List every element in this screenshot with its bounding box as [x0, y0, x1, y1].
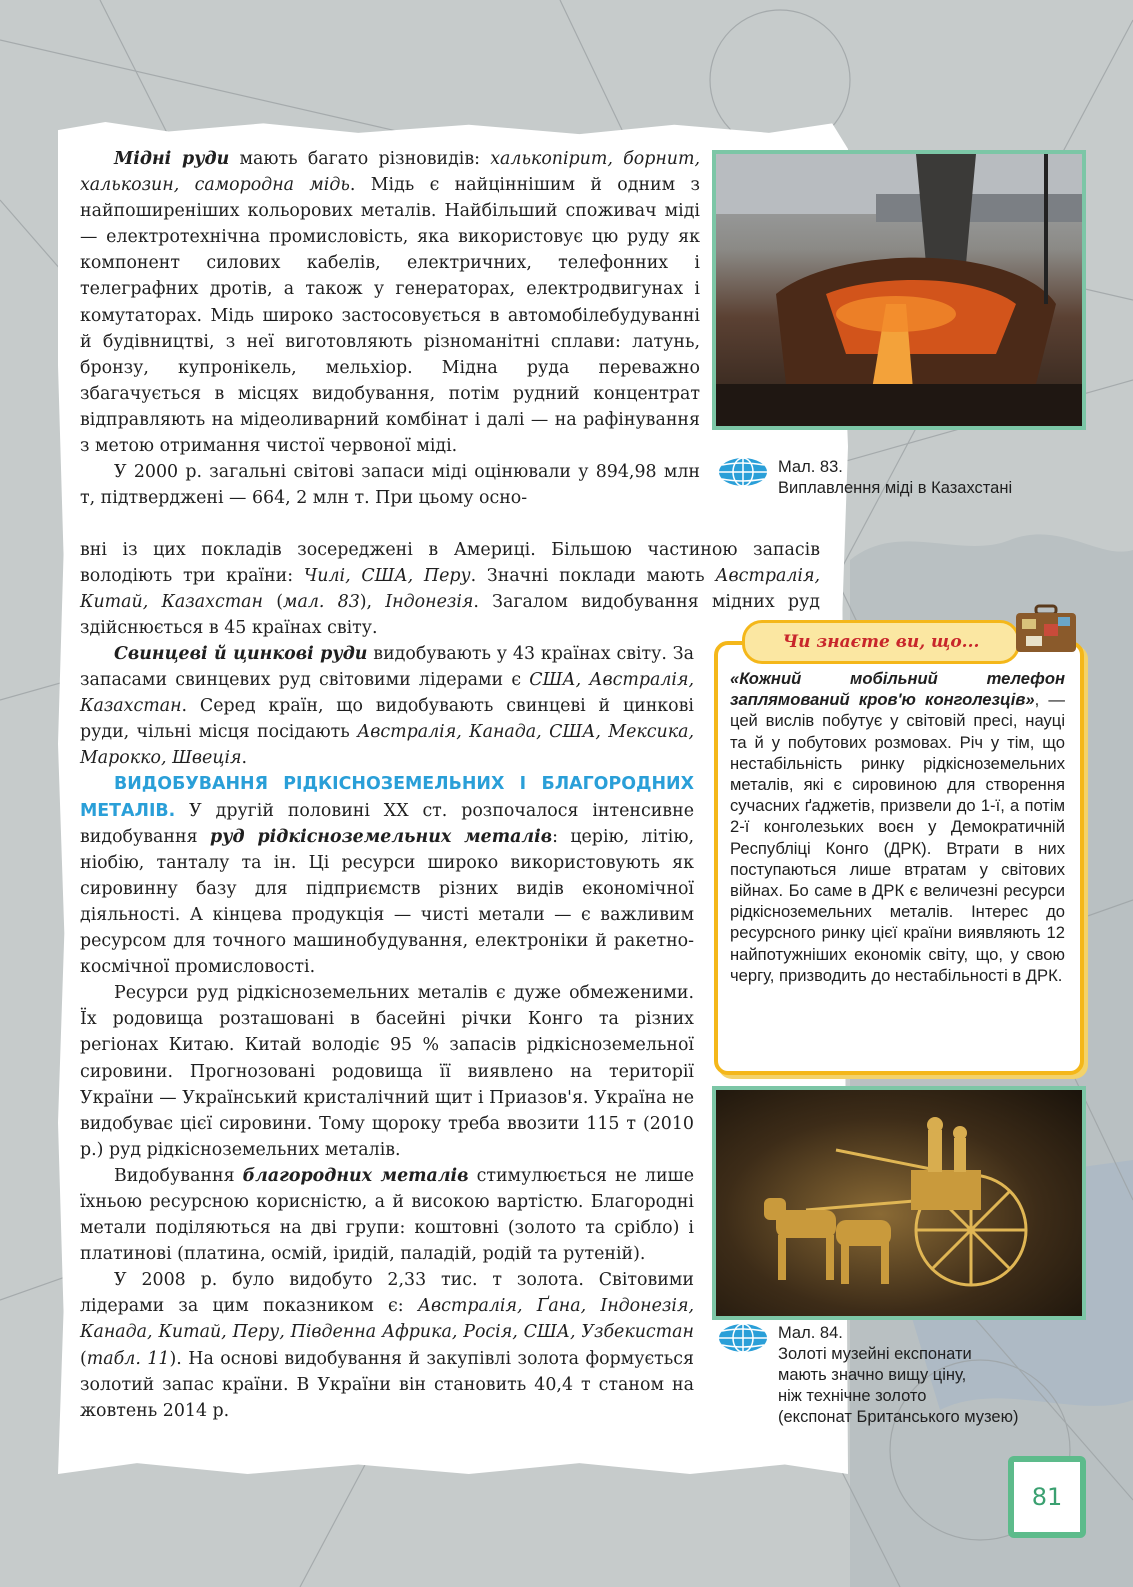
globe-icon: [718, 457, 768, 487]
figure-84-line1: Золоті музейні експонати: [778, 1345, 972, 1363]
paragraph-precious-metals: Видобування благородних металів стимулюється не лише їхньою ресурсною корисністю, а й високою вартістю. Благородні метали поділяються на дві групи: коштовні (золото та срібло) і платинові (платина, осмій, іридій, паладій, родій та рутеній).: [80, 1165, 694, 1265]
did-you-know-quote: «Кожний мобільний телефон заплямований кров'ю конголезців»: [730, 669, 1065, 710]
globe-icon: [718, 1323, 768, 1353]
paragraph-copper: Мідні руди мають багато різновидів: халькопірит, борнит, халькозин, самородна мідь. Мідь є найціннішим й одним з найпоширеніших кольорових металів. Найбільший споживач міді — електротехнічна промисловість, яка використовує цю руду як компонент силових кабелів, електричних, телефонних і телеграфних дротів, а також у генераторах, електродвигунах і комутаторах. Мідь широко застосовується в автомобілебудуванні й будівництві, з неї виготовляють різноманітні сплави: латунь, бронзу, купронікель, мельхіор. Мідна руда переважно збагачується в місцях видобування, потім рудний концентрат відправляють на мідеоливарний комбінат і далі — на рафінування з метою отримання чистої червоної міді.: [80, 149, 701, 457]
copper-smelting-photo: [712, 150, 1086, 430]
main-text-lower: [80, 641, 694, 1424]
figure-84-line2: мають значно вищу ціну,: [778, 1366, 967, 1384]
golden-chariot-photo: [712, 1086, 1086, 1320]
paragraph-rare-earth-resources: Ресурси руд рідкісноземельних металів є дуже обмеженими. Їх родовища розташовані в басейні річки Конго та різних регіонах Китаю. Китай володіє 95 % запасів рідкісноземельної сировини. Прогнозовані родовища її виявлено на території України — Український кристалічний щит і Приазов'я. Україна не видобуває цієї сировини. Тому щороку треба ввозити 115 т (2010 р.) руд рідкісноземельних металів.: [80, 983, 694, 1160]
did-you-know-title: Чи знаєте ви, що...: [742, 620, 1020, 664]
paragraph-copper-reserves: У 2000 р. загальні світові запаси міді оцінювали у 894,98 млн т, підтверджені — 664, 2 млн т. При цьому осно-: [80, 462, 700, 509]
figure-83-text: Виплавлення міді в Казахстані: [778, 479, 1013, 497]
paragraph-rare-earth: ВИДОБУВАННЯ РІДКІСНОЗЕМЕЛЬНИХ І БЛАГОРОДНИХ МЕТАЛІВ. У другій половині ХХ ст. розпочалося інтенсивне видобування руд рідкісноземельних металів: церію, літію, ніобію, танталу та ін. Ці ресурси широко використовують як сировинну базу для підприємств різних видів економічної діяльності. А кінцева продукція — чисті метали — є важливим ресурсом для точного машинобудування, електроніки й ракетно-космічної промисловості.: [80, 774, 694, 978]
paragraph-copper-countries: вні із цих покладів зосереджені в Америці. Більшою частиною запасів володіють три країни: Чилі, США, Перу. Значні поклади мають Австралія, Китай, Казахстан (мал. 83), Індонезія. Загалом видобування мідних руд здійснюється в 45 країнах світу.: [80, 540, 821, 639]
section-heading: ВИДОБУВАННЯ РІДКІСНОЗЕМЕЛЬНИХ І БЛАГОРОДНИХ МЕТАЛІВ.: [80, 774, 694, 821]
paragraph-gold: У 2008 р. було видобуто 2,33 тис. т золота. Світовими лідерами за цим показником є: Австралія, Ґана, Індонезія, Канада, Китай, Перу, Південна Африка, Росія, США, Узбекистан (табл. 11). На основі видобування й закупівлі золота формується золотий запас країни. В України він становить 40,4 т станом на жовтень 2014 р.: [80, 1270, 694, 1421]
main-text-upper: [80, 146, 700, 511]
figure-84-number: Мал. 84.: [778, 1324, 843, 1342]
figure-83-number: Мал. 83.: [778, 458, 843, 476]
figure-84-line3: ніж технічне золото: [778, 1387, 927, 1405]
main-text-middle: [80, 537, 820, 641]
paragraph-lead-zinc: Свинцеві й цинкові руди видобувають у 43 країнах світу. За запасами свинцевих руд світовими лідерами є США, Австралія, Казахстан. Серед країн, що видобувають свинцеві й цинкові руди, чільні місця посідають Австралія, Канада, США, Мексика, Марокко, Швеція.: [80, 644, 695, 769]
suitcase-icon: [1014, 604, 1078, 654]
figure-84-line4: (експонат Британського музею): [778, 1408, 1019, 1426]
page-number: 81: [1008, 1456, 1086, 1538]
did-you-know-text: «Кожний мобільний телефон заплямований кров'ю конголезців», — цей вислів побутує у світовій пресі, науці та й у побутових розмовах. Річ у тім, що нестабільність ринку рідкісноземельних металів, які є сировиною для створення сучасних ґаджетів, призвели до 1-ї, а потім 2-ї конголезьких воєн у Демократичній Республіці Конго (ДРК). Втрати в них поступаються лише втратам у світових війнах. Бо саме в ДРК є величезні ресурси рідкісноземельних металів. Інтерес до ресурсного ринку цієї країни виявляють 12 найпотужніших економік світу, що, у свою чергу, призводить до нестабільності в ДРК.: [730, 669, 1065, 985]
